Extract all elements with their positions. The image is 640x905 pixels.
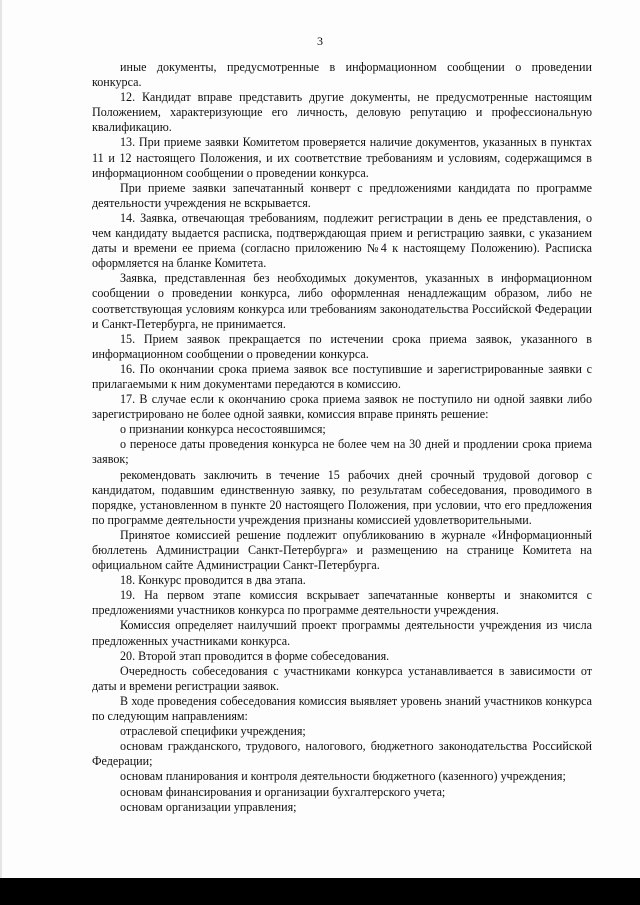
- paragraph: о признании конкурса несостоявшимся;: [120, 422, 326, 437]
- paragraph: 20. Второй этап проводится в форме собеседования.: [120, 648, 390, 663]
- paragraph: 13. При приеме заявки Комитетом проверяется наличие документов, указанных в пунктах 11 и 12 настоящего Положения, и их соответствие требованиям и условиям, содержащимся в информационном сообщении о проведении конкурса.: [92, 135, 592, 180]
- paragraph: 19. На первом этапе комиссия вскрывает запечатанные конверты и знакомится с предложениями участников конкурса по программе деятельности учреждения.: [92, 588, 592, 618]
- paragraph: 15. Прием заявок прекращается по истечении срока приема заявок, указанного в информационном сообщении о проведении конкурса.: [92, 331, 592, 361]
- document-body: [92, 60, 592, 815]
- paragraph: Комиссия определяет наилучший проект программы деятельности учреждения из числа предложенных участниками конкурса.: [92, 618, 592, 648]
- scan-edge: [0, 0, 2, 878]
- paragraph: Очередность собеседования с участниками конкурса устанавливается в зависимости от даты и времени регистрации заявок.: [92, 663, 592, 693]
- paragraph: основам планирования и контроля деятельности бюджетного (казенного) учреждения;: [120, 769, 566, 784]
- page-number: 3: [317, 34, 323, 48]
- paragraph: Заявка, представленная без необходимых документов, указанных в информационном сообщении о проведении конкурса, либо оформленная ненадлежащим образом, либо не соответствующая условиям конкурса или требованиям законодательства Российской Федерации и Санкт-Петербурга, не принимается.: [92, 271, 592, 331]
- paragraph: 14. Заявка, отвечающая требованиям, подлежит регистрации в день ее представления, о чем кандидату выдается расписка, подтверждающая прием и регистрацию заявки, с указанием даты и времени ее приема (согласно приложению №4 к настоящему Положению). Расписка оформляется на бланке Комитета.: [92, 210, 592, 271]
- paragraph: В ходе проведения собеседования комиссия выявляет уровень знаний участников конкурса по следующим направлениям:: [92, 693, 592, 724]
- scan-bottom-border: [0, 878, 640, 905]
- paragraph: 17. В случае если к окончанию срока приема заявок не поступило ни одной заявки либо зарегистрировано не более одной заявки, комиссия вправе принять решение:: [92, 392, 592, 422]
- paragraph: Принятое комиссией решение подлежит опубликованию в журнале «Информационный бюллетень Администрации Санкт-Петербурга» и размещению на странице Комитета на официальном сайте Администрации Санкт-Петербурга.: [92, 527, 592, 573]
- paragraph: основам финансирования и организации бухгалтерского учета;: [120, 784, 446, 799]
- paragraph: При приеме заявки запечатанный конверт с предложениями кандидата по программе деятельности учреждения не вскрывается.: [92, 180, 592, 210]
- paragraph: отраслевой специфики учреждения;: [120, 724, 306, 739]
- paragraph: 12. Кандидат вправе представить другие документы, не предусмотренные настоящим Положением, характеризующие его личность, деловую репутацию и профессиональную квалификацию.: [92, 90, 592, 135]
- paragraph: о переносе даты проведения конкурса не более чем на 30 дней и продлении срока приема заявок;: [92, 437, 592, 467]
- paragraph: иные документы, предусмотренные в информационном сообщении о проведении конкурса.: [92, 60, 592, 90]
- paragraph: основам гражданского, трудового, налогового, бюджетного законодательства Российской Федерации;: [92, 739, 592, 769]
- paragraph: основам организации управления;: [120, 799, 297, 814]
- paragraph: 16. По окончании срока приема заявок все поступившие и зарегистрированные заявки с прилагаемыми к ним документами передаются в комиссию.: [92, 361, 592, 391]
- paragraph: 18. Конкурс проводится в два этапа.: [120, 573, 306, 588]
- paragraph: рекомендовать заключить в течение 15 рабочих дней срочный трудовой договор с кандидатом, подавшим единственную заявку, по результатам собеседования, проводимого в порядке, установленном в пункте 20 настоящего Положения, при условии, что его предложения по программе деятельности учреждения признаны комиссией удовлетворительными.: [92, 467, 592, 527]
